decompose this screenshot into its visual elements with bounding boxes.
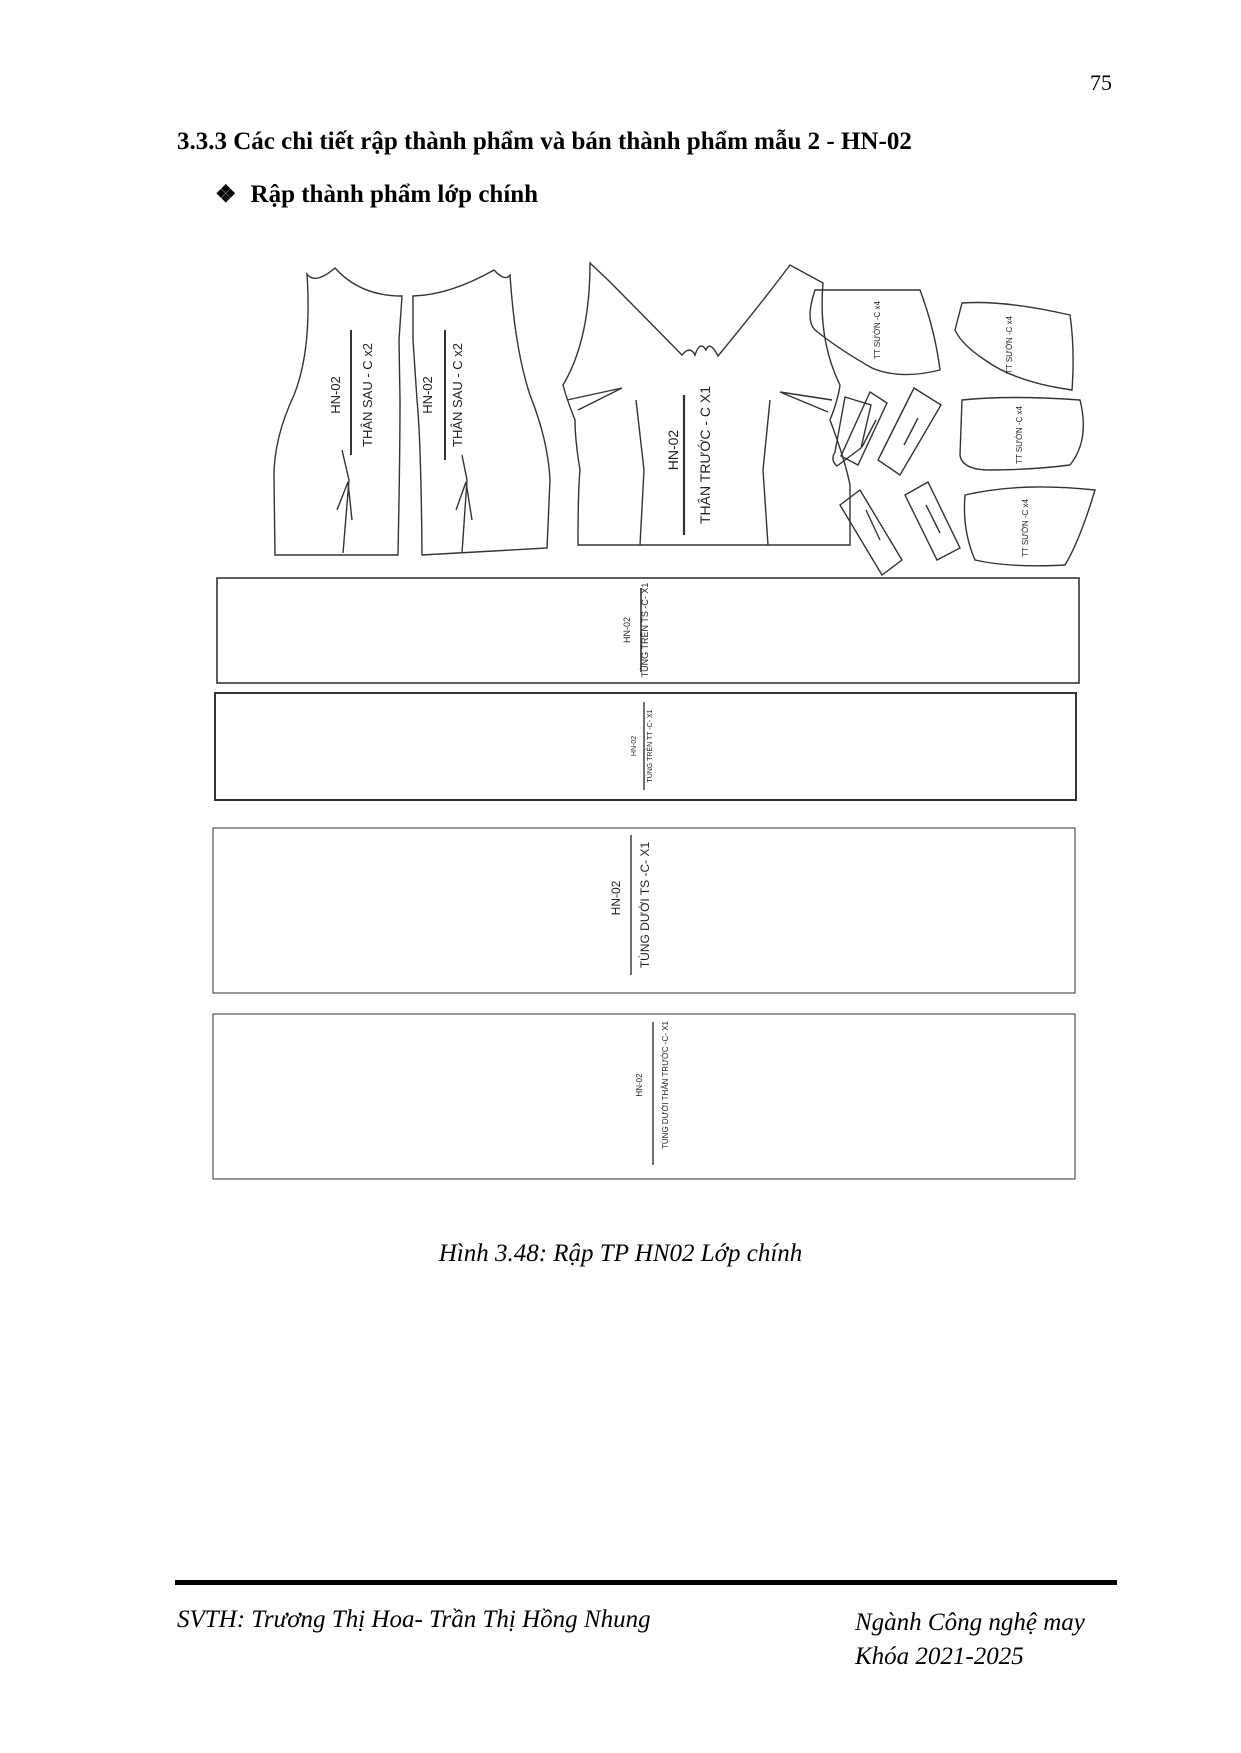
strip-piece-3-code: HN-02 xyxy=(609,880,623,916)
strip-piece-3-label: TÙNG DƯỚI TS -C- X1 xyxy=(638,841,652,969)
strip-piece-1 xyxy=(217,578,1079,683)
bias-strip-1 xyxy=(833,392,887,466)
footer-program xyxy=(855,1606,1085,1674)
ruffle-piece-3-label: TT SƯỜN -C x4 xyxy=(1015,406,1024,464)
back-piece-left xyxy=(274,268,402,555)
diamond-bullet-icon: ❖ xyxy=(215,182,237,208)
footer-divider xyxy=(175,1580,1117,1585)
back-piece-left-code: HN-02 xyxy=(328,376,343,414)
bias-strip-2 xyxy=(878,388,941,475)
strip-piece-2-label: TÙNG TRÊN TT -C- X1 xyxy=(647,709,654,783)
strip-piece-4-code: HN-02 xyxy=(635,1073,644,1097)
bias-strip-4 xyxy=(905,482,960,560)
ruffle-piece-4 xyxy=(964,487,1095,566)
ruffle-piece-1 xyxy=(810,290,940,375)
sub-heading-text: Rập thành phẩm lớp chính xyxy=(250,180,539,208)
ruffle-piece-2-label: TT SƯỜN -C x4 xyxy=(1005,316,1014,374)
strip-piece-2-code: HN-02 xyxy=(631,735,638,757)
ruffle-piece-4-label: TT SƯỜN -C x4 xyxy=(1021,499,1030,557)
back-piece-right xyxy=(413,270,550,555)
ruffle-piece-1-label: TT SƯỜN -C x4 xyxy=(873,301,882,359)
ruffle-piece-2 xyxy=(955,303,1073,391)
back-piece-left-label: THÂN SAU - C x2 xyxy=(360,342,375,448)
section-heading: 3.3.3 Các chi tiết rập thành phẩm và bán thành phẩm mẫu 2 - HN-02 xyxy=(177,128,912,155)
strip-piece-1-label: TÙNG TRÊN TS -C- X1 xyxy=(640,582,650,678)
strip-piece-4 xyxy=(213,1014,1075,1179)
footer-major: Ngành Công nghệ may xyxy=(855,1609,1085,1636)
front-piece-code: HN-02 xyxy=(665,429,681,471)
page-number: 75 xyxy=(1090,70,1112,95)
back-piece-right-code: HN-02 xyxy=(420,376,435,414)
footer-course: Khóa 2021-2025 xyxy=(855,1643,1024,1670)
strip-piece-1-code: HN-02 xyxy=(622,616,632,644)
ruffle-piece-3 xyxy=(960,398,1083,471)
footer-authors: SVTH: Trương Thị Hoa- Trần Thị Hồng Nhung xyxy=(177,1606,651,1633)
back-piece-right-label: THÂN SAU - C x2 xyxy=(450,342,465,448)
strip-piece-4-label: TÙNG DƯỚI THÂN TRƯỚC -C- X1 xyxy=(661,1021,670,1149)
strip-piece-2 xyxy=(215,693,1076,800)
figure-caption: Hình 3.48: Rập TP HN02 Lớp chính xyxy=(438,1240,803,1267)
front-piece xyxy=(563,263,850,545)
front-piece-label: THÂN TRƯỚC - C X1 xyxy=(697,385,713,525)
strip-piece-3 xyxy=(213,828,1075,993)
